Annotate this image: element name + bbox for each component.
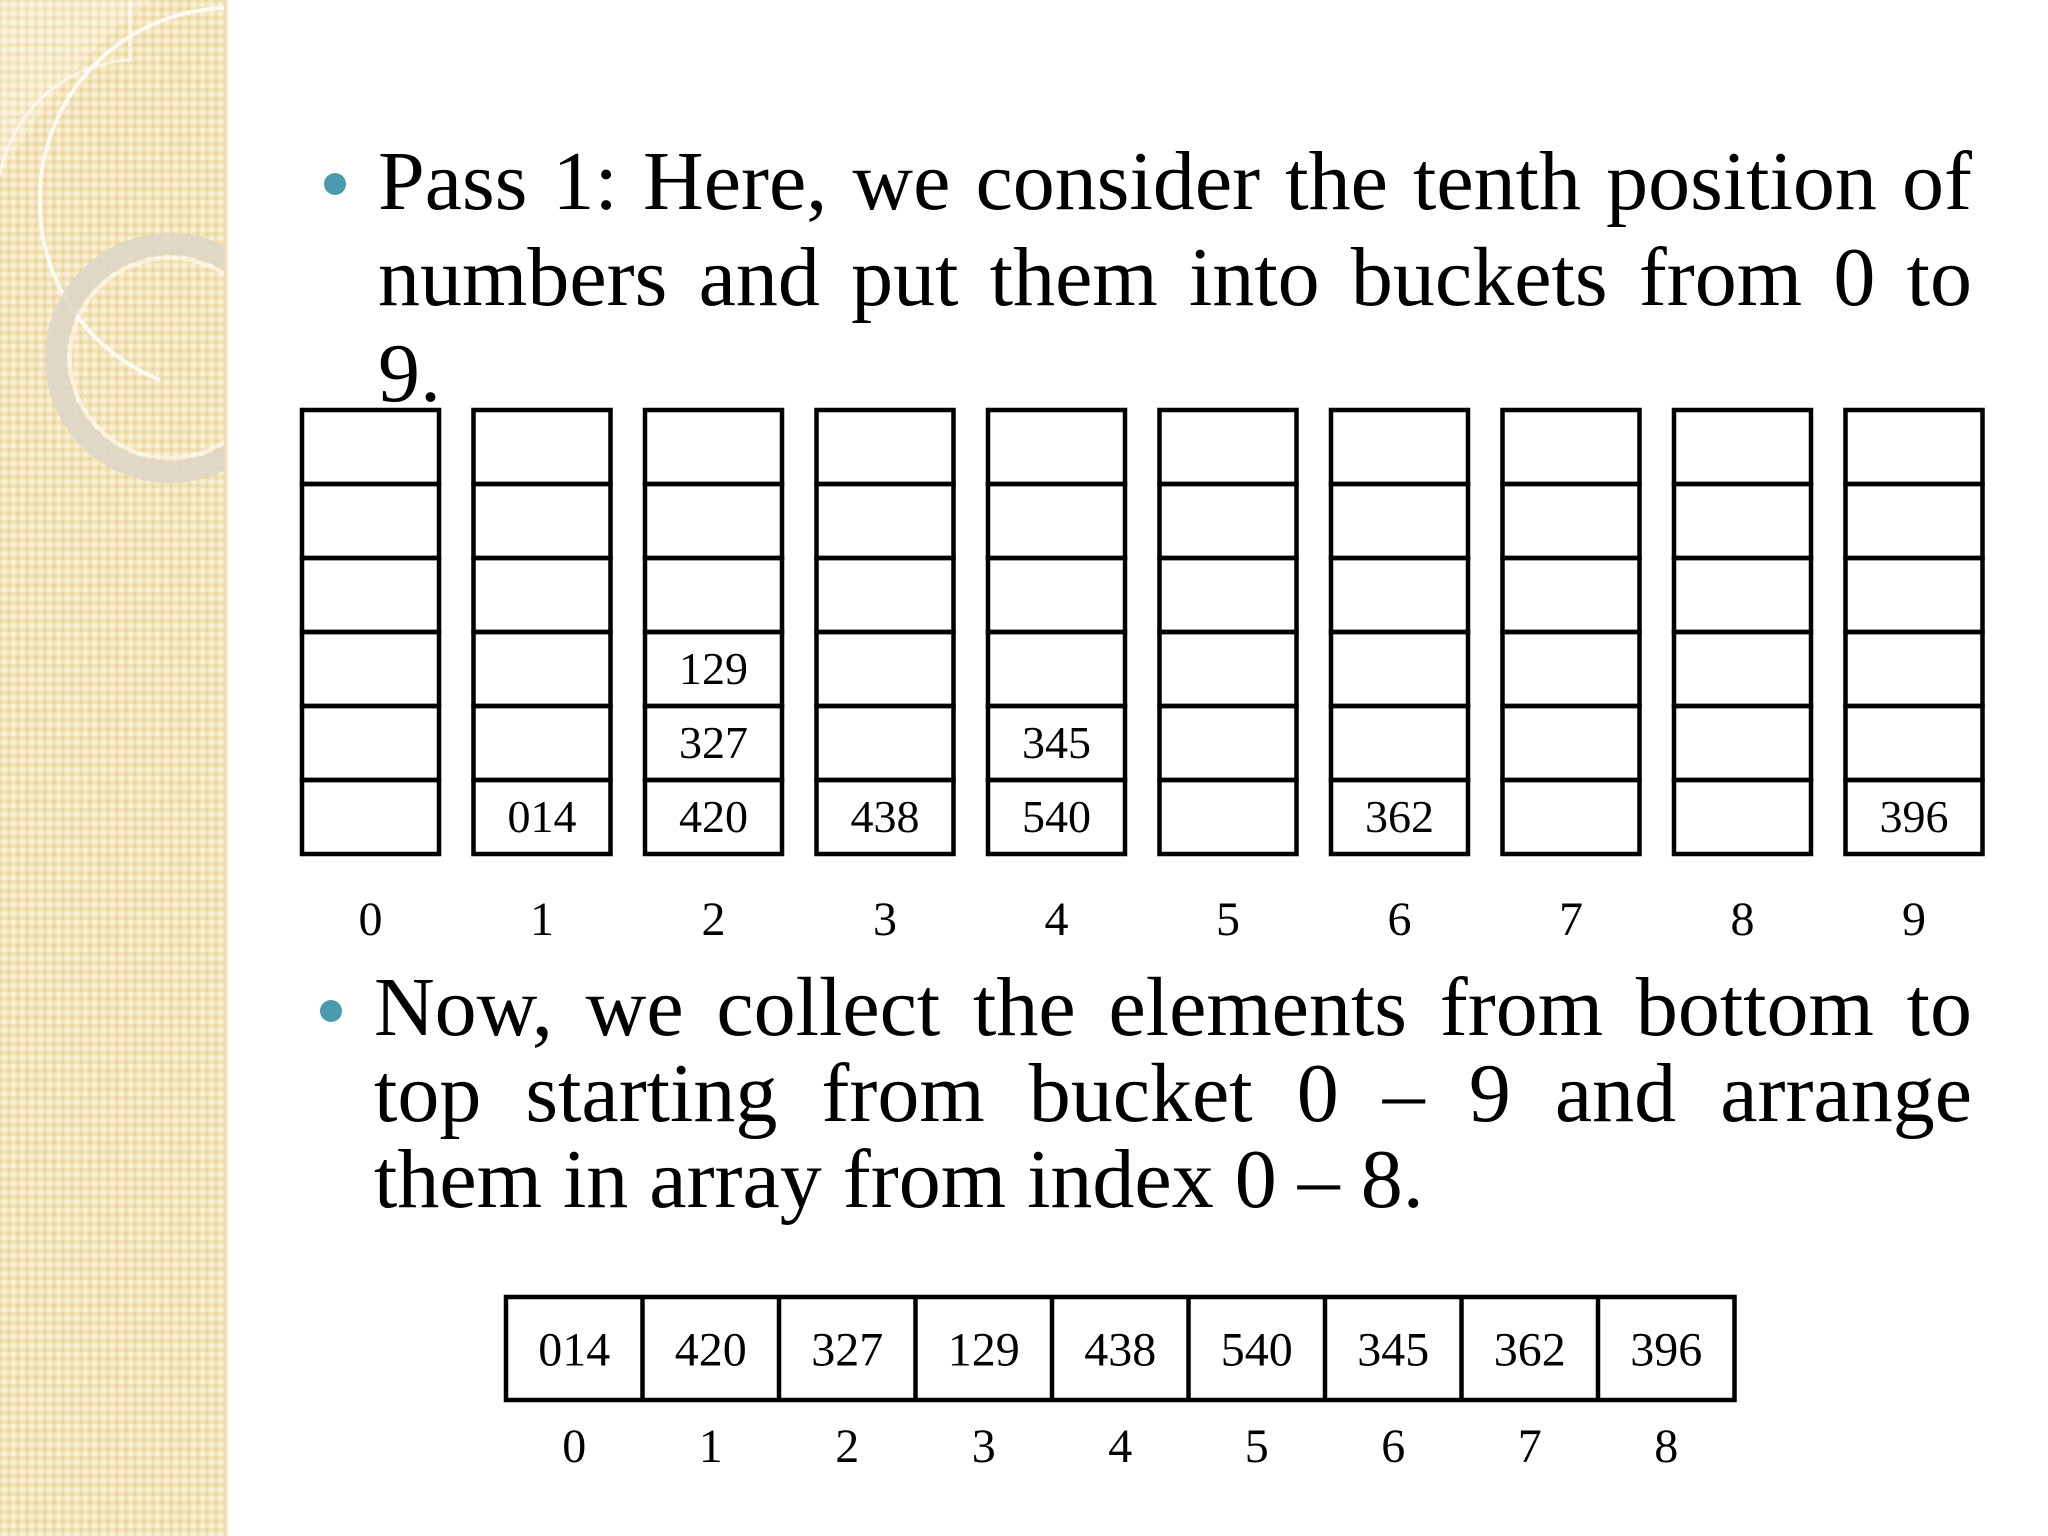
bucket-9-cell [1846,632,1983,706]
bucket-0-cell [302,706,439,780]
bucket-9-cell [1846,484,1983,558]
bucket-2-value: 129 [679,643,748,694]
bucket-7-cell [1503,706,1640,780]
bucket-2-cell [645,558,782,632]
bucket-4-value: 345 [1022,717,1091,768]
bucket-1-cell [474,706,611,780]
bucket-8-cell [1674,484,1811,558]
bucket-6-cell [1331,558,1468,632]
bucket-9-cell [1846,706,1983,780]
bucket-9-value: 396 [1879,791,1949,842]
bucket-7-cell [1503,558,1640,632]
bullet-icon [320,1000,342,1022]
array-index-label: 6 [1381,1420,1406,1473]
bucket-6-cell [1331,484,1468,558]
array-cell-value: 362 [1493,1323,1566,1377]
array-index-label: 0 [562,1420,587,1473]
bucket-6-cell [1331,410,1468,484]
bucket-7-cell [1503,410,1640,484]
bucket-4-cell [988,558,1125,632]
array-index-label: 2 [835,1420,860,1473]
bucket-2-cell [645,410,782,484]
array-index-label: 7 [1517,1420,1542,1473]
bucket-7-cell [1503,484,1640,558]
bucket-label: 9 [1902,893,1926,946]
array-cell-value: 129 [947,1323,1020,1377]
bucket-1-cell [474,632,611,706]
bucket-4-cell [988,410,1125,484]
bucket-4-cell [988,632,1125,706]
array-index-label: 3 [971,1420,996,1473]
bucket-4-cell [988,484,1125,558]
bucket-0-cell [302,410,439,484]
array-index-label: 5 [1244,1420,1269,1473]
bucket-label: 3 [873,893,897,946]
bucket-5-cell [1160,632,1297,706]
bucket-3-cell [817,410,954,484]
array-cell-value: 345 [1357,1323,1430,1377]
bucket-6-value: 362 [1365,791,1434,842]
bucket-1-cell [474,558,611,632]
bucket-0-cell [302,632,439,706]
bucket-label: 1 [530,893,554,946]
bucket-0-cell [302,484,439,558]
bucket-5-cell [1160,558,1297,632]
bucket-label: 5 [1216,893,1240,946]
array-index-label: 1 [698,1420,723,1473]
bucket-9-cell [1846,410,1983,484]
collect-paragraph: Now, we collect the elements from bottom to top starting from bucket 0 – 9 and arrange them in array from index 0 – 8. [374,961,1972,1226]
array-index-label: 8 [1654,1420,1679,1473]
bucket-7-cell [1503,632,1640,706]
bucket-2-cell [645,484,782,558]
bucket-label: 4 [1044,893,1069,946]
bucket-label: 2 [701,893,726,946]
bucket-label: 6 [1387,893,1412,946]
bucket-5-cell [1160,484,1297,558]
bucket-label: 8 [1730,893,1755,946]
array-cell-value: 420 [674,1323,747,1377]
array-cell-value: 396 [1630,1323,1703,1377]
pass1-paragraph: Pass 1: Here, we consider the tenth position of numbers and put them into buckets from 0 to 9. [378,135,1972,420]
bucket-0-cell [302,558,439,632]
bucket-0-cell [302,780,439,854]
bucket-6-cell [1331,706,1468,780]
bucket-5-cell [1160,780,1297,854]
bucket-label: 7 [1559,893,1583,946]
bucket-8-cell [1674,706,1811,780]
bucket-8-cell [1674,410,1811,484]
bucket-3-cell [817,706,954,780]
bucket-label: 0 [358,893,383,946]
bucket-3-cell [817,558,954,632]
bucket-3-value: 438 [850,791,920,842]
bucket-8-cell [1674,632,1811,706]
bucket-9-cell [1846,558,1983,632]
bucket-2-value: 420 [679,791,748,842]
bucket-2-value: 327 [679,717,748,768]
bucket-8-cell [1674,780,1811,854]
bucket-7-cell [1503,780,1640,854]
bucket-3-cell [817,632,954,706]
bucket-1-cell [474,410,611,484]
bucket-8-cell [1674,558,1811,632]
bucket-1-cell [474,484,611,558]
array-cell-value: 438 [1084,1323,1157,1377]
bucket-5-cell [1160,410,1297,484]
bucket-1-value: 014 [507,791,577,842]
bucket-3-cell [817,484,954,558]
array-cell-value: 540 [1220,1323,1293,1377]
array-cell-value: 014 [538,1323,611,1377]
bucket-5-cell [1160,706,1297,780]
bucket-6-cell [1331,632,1468,706]
array-index-label: 4 [1108,1420,1133,1473]
array-cell-value: 327 [811,1323,884,1377]
bucket-4-value: 540 [1022,791,1091,842]
